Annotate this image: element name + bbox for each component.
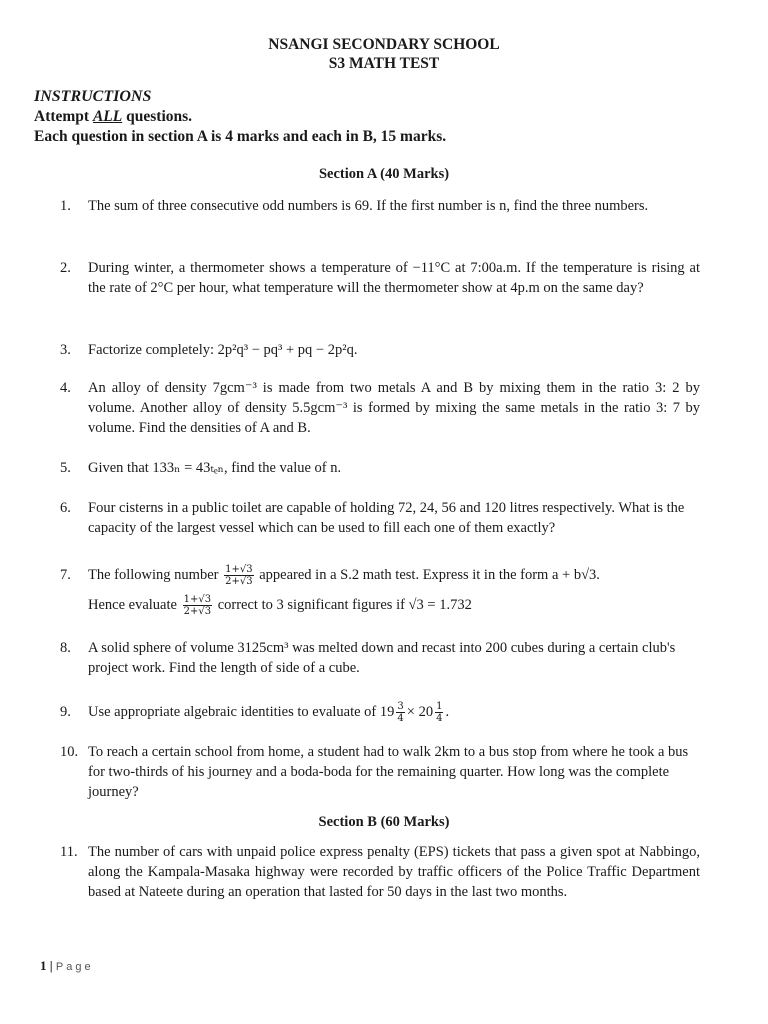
fraction-denominator: 2+√3	[183, 606, 212, 618]
q9-fraction-2	[435, 701, 443, 724]
question-text: A solid sphere of volume 3125cm³ was melted down and recast into 200 cubes during a certain club's project work. Find the length of side of a cube.	[88, 640, 676, 676]
question-text: The number of cars with unpaid police express penalty (EPS) tickets that pass a given spot at Nabbingo, along the Kampala-Masaka highway were recorded by traffic officers of the Police Traffic Department based at Nateete during an operation that lasted for 50 days in the last two months.	[88, 844, 700, 900]
question-number: 1.	[60, 198, 71, 214]
test-title: S3 MATH TEST	[328, 55, 440, 72]
fraction-denominator: 4	[397, 713, 404, 725]
question-number: 9.	[60, 704, 71, 720]
page-number: 1	[40, 958, 47, 973]
question-number: 11.	[60, 844, 78, 860]
q7-part-b: appeared in a S.2 math test. Express it in the form a + b√3.	[259, 567, 600, 583]
question-4	[60, 378, 700, 438]
q7-fraction-2	[183, 594, 212, 617]
question-7	[60, 560, 700, 620]
question-text: During winter, a thermometer shows a temperature of −11°C at 7:00a.m. If the temperature is rising at the rate of 2°C per hour, what temperature will the thermometer show at 4p.m on the same day?	[88, 260, 700, 296]
question-text	[88, 560, 700, 620]
fraction-numerator: 1+√3	[183, 594, 212, 606]
question-9	[60, 698, 700, 726]
page-separator: |	[49, 958, 53, 973]
question-2	[60, 258, 700, 298]
instructions-heading: INSTRUCTIONS	[34, 88, 152, 105]
question-number: 6.	[60, 500, 71, 516]
fraction-numerator: 3	[397, 701, 404, 713]
fraction-numerator: 1+√3	[225, 564, 253, 576]
q9-fraction-1	[396, 701, 404, 724]
section-a-title: Section A (40 Marks)	[318, 166, 450, 182]
question-11	[60, 842, 700, 902]
fraction-denominator: 4	[436, 713, 443, 725]
q7-part-a: The following number	[88, 567, 219, 583]
instruction-line-1	[34, 108, 192, 126]
question-text: The sum of three consecutive odd numbers is 69. If the first number is n, find the three numbers.	[88, 198, 649, 214]
question-text: Four cisterns in a public toilet are capable of holding 72, 24, 56 and 120 litres respectively. What is the capacity of the largest vessel which can be used to fill each one of them exactly?	[88, 500, 685, 536]
q7-fraction	[224, 564, 253, 587]
question-number: 8.	[60, 640, 71, 656]
instruction-pre: Attempt	[34, 108, 93, 125]
question-text	[88, 698, 700, 726]
fraction-numerator: 1	[436, 701, 443, 713]
question-text: Factorize completely: 2p²q³ − pq³ + pq − 2p²q.	[88, 342, 358, 358]
question-10	[60, 742, 700, 802]
instruction-all: ALL	[92, 108, 123, 125]
school-name: NSANGI SECONDARY SCHOOL	[268, 36, 500, 53]
section-b-title: Section B (60 Marks)	[318, 814, 450, 830]
q7-part-c: Hence evaluate	[88, 597, 177, 613]
q7-part-d: correct to 3 significant figures if √3 = 1.732	[217, 597, 472, 613]
question-1	[60, 196, 700, 216]
q9-part-c: .	[445, 704, 450, 720]
question-number: 4.	[60, 380, 71, 396]
instruction-post: questions.	[122, 108, 193, 125]
fraction-denominator: 2+√3	[225, 576, 253, 588]
question-5	[60, 458, 700, 478]
question-text: Given that 133ₙ = 43ₜₑₙ, find the value of n.	[88, 460, 342, 476]
question-number: 5.	[60, 460, 71, 476]
page-footer	[40, 958, 94, 974]
question-number: 3.	[60, 342, 71, 358]
instruction-line-2: Each question in section A is 4 marks and each in B, 15 marks.	[34, 128, 447, 145]
question-6	[60, 498, 700, 538]
question-8	[60, 638, 700, 678]
question-number: 7.	[60, 567, 71, 583]
question-number: 2.	[60, 260, 71, 276]
page-label: Page	[55, 961, 94, 973]
question-text: An alloy of density 7gcm⁻³ is made from two metals A and B by mixing them in the ratio 3: 2 by volume. Another alloy of density 5.5gcm⁻³ is formed by mixing the same metals in the ratio 3: 7 by volume. Find the densities of A and B.	[88, 380, 700, 436]
question-number: 10.	[60, 744, 79, 760]
q9-part-b: × 20	[406, 704, 434, 720]
question-text: To reach a certain school from home, a student had to walk 2km to a bus stop from where he took a bus for two-thirds of his journey and a boda-boda for the remaining quarter. How long was the complete journey?	[88, 744, 689, 800]
q9-part-a: Use appropriate algebraic identities to evaluate of 19	[88, 704, 395, 720]
question-3	[60, 340, 700, 360]
